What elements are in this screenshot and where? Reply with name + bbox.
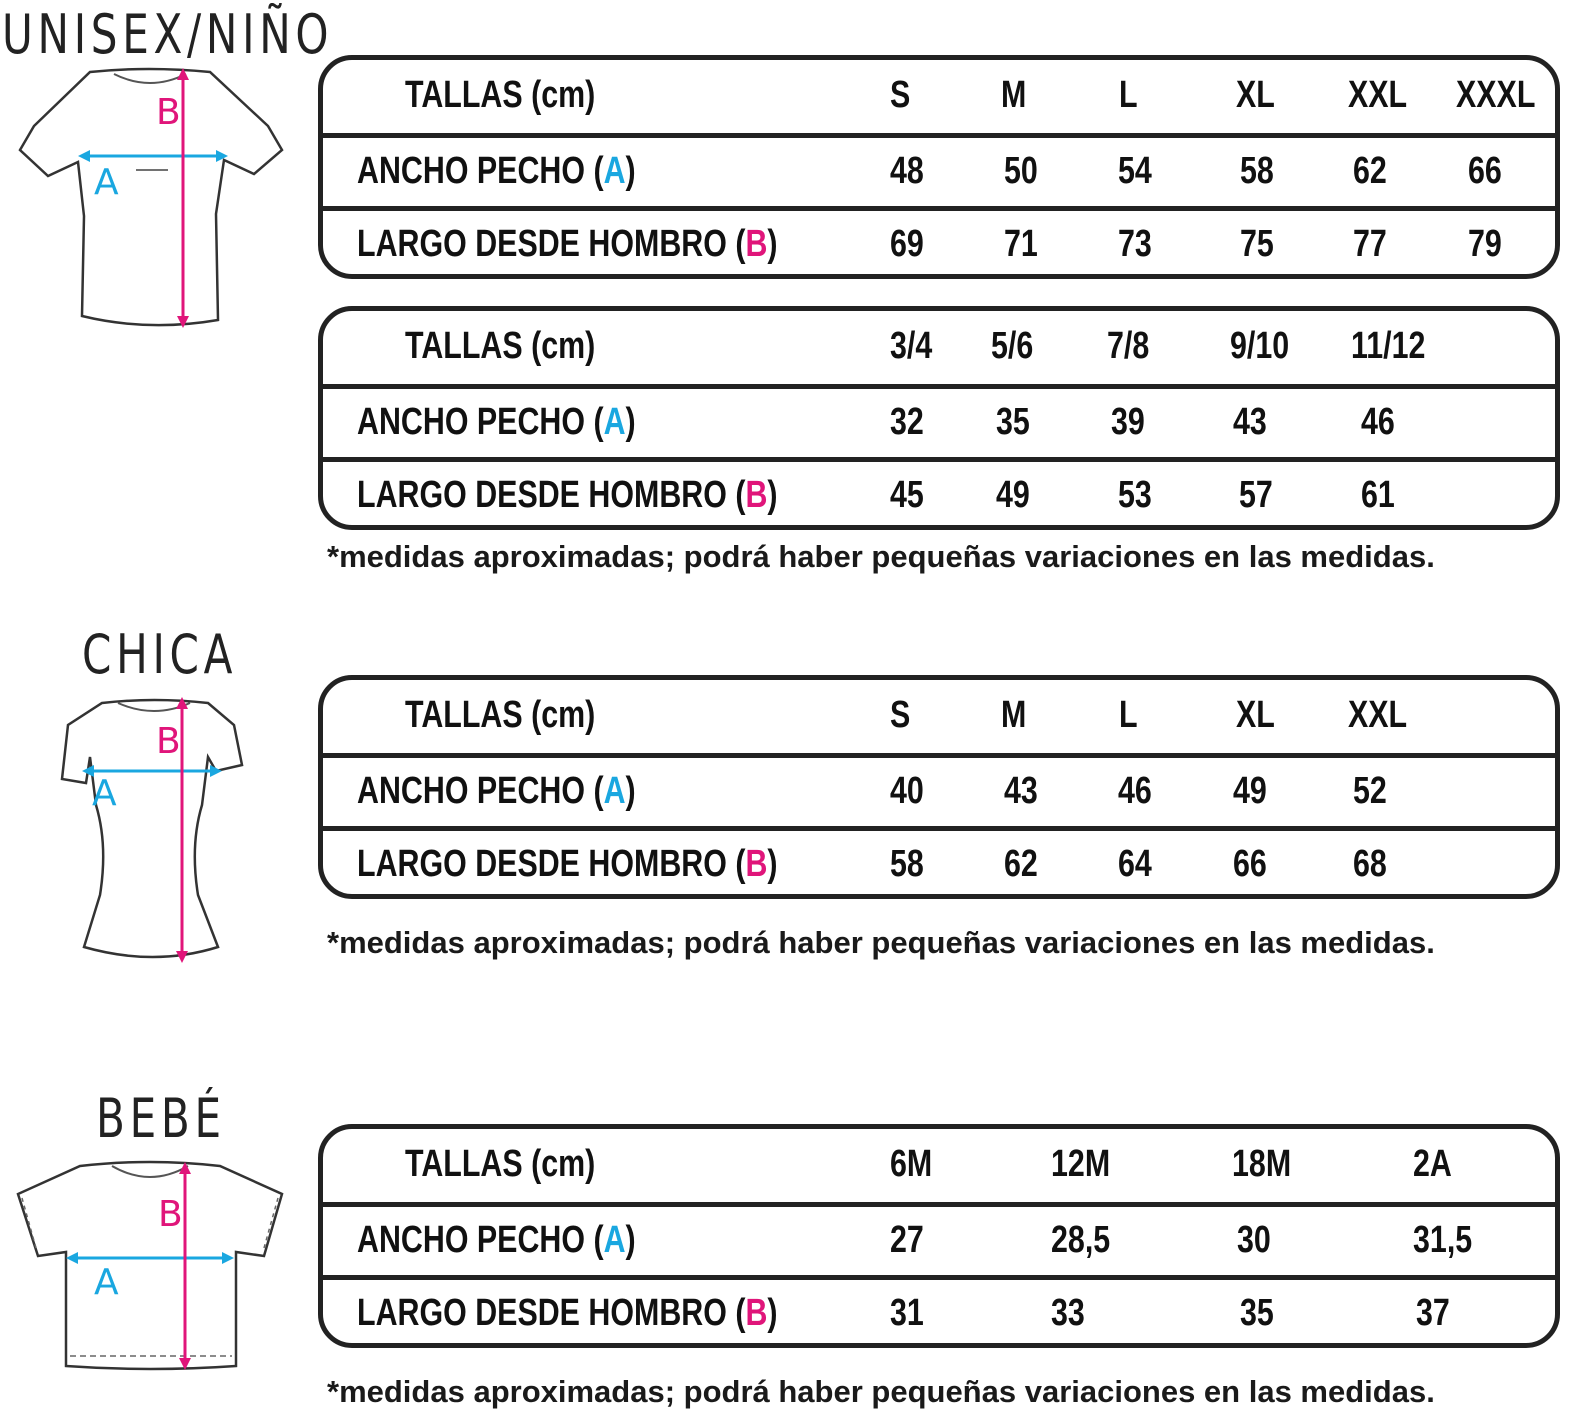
chica-shirt-diagram (58, 695, 248, 967)
ancho-pecho-row (323, 1202, 1555, 1275)
ancho-18m: 30 (1237, 1219, 1271, 1261)
size-xl: XL (1236, 694, 1275, 736)
ancho-xxl: 62 (1353, 150, 1387, 192)
ancho-xxxl: 66 (1468, 150, 1502, 192)
largo-hombro-row (323, 1275, 1555, 1348)
size-3-4: 3/4 (890, 325, 933, 367)
largo-11-12: 61 (1361, 474, 1395, 516)
size-table-bebe (318, 1124, 1560, 1348)
size-xl: XL (1236, 74, 1275, 116)
largo-3-4: 45 (890, 474, 924, 516)
size-l: L (1119, 694, 1138, 736)
largo-l: 73 (1118, 223, 1152, 265)
ancho-pecho-label: ANCHO PECHO (A) (357, 150, 636, 192)
diagram-label-b: B (158, 1194, 183, 1235)
tallas-header: TALLAS (cm) (405, 74, 596, 116)
largo-hombro-row (323, 206, 1555, 279)
tallas-header: TALLAS (cm) (405, 694, 596, 736)
tallas-header: TALLAS (cm) (405, 325, 596, 367)
largo-hombro-label: LARGO DESDE HOMBRO (B) (357, 474, 778, 516)
largo-9-10: 57 (1239, 474, 1273, 516)
section-title-unisex: UNISEX/NIÑO (2, 3, 334, 66)
largo-2a: 37 (1416, 1292, 1450, 1334)
ancho-l: 54 (1118, 150, 1152, 192)
section-title-bebe: BEBÉ (96, 1087, 226, 1150)
diagram-label-a: A (94, 162, 119, 203)
disclaimer-note: *medidas aproximadas; podrá haber pequeñas variaciones en las medidas. (327, 925, 1435, 960)
ancho-5-6: 35 (996, 401, 1030, 443)
ancho-pecho-label: ANCHO PECHO (A) (357, 770, 636, 812)
size-6m: 6M (890, 1143, 933, 1185)
diagram-label-b: B (156, 721, 181, 762)
size-m: M (1001, 694, 1027, 736)
size-table-chica (318, 675, 1560, 899)
tallas-header: TALLAS (cm) (405, 1143, 596, 1185)
ancho-3-4: 32 (890, 401, 924, 443)
largo-hombro-label: LARGO DESDE HOMBRO (B) (357, 843, 778, 885)
ancho-xl: 49 (1233, 770, 1267, 812)
largo-xxxl: 79 (1468, 223, 1502, 265)
largo-s: 58 (890, 843, 924, 885)
largo-hombro-row (323, 457, 1555, 530)
size-xxxl: XXXL (1456, 74, 1536, 116)
largo-5-6: 49 (996, 474, 1030, 516)
ancho-xxl: 52 (1353, 770, 1387, 812)
size-9-10: 9/10 (1230, 325, 1290, 367)
largo-xxl: 77 (1353, 223, 1387, 265)
section-title-chica: CHICA (82, 623, 238, 686)
ancho-s: 48 (890, 150, 924, 192)
size-12m: 12M (1051, 1143, 1111, 1185)
ancho-m: 43 (1004, 770, 1038, 812)
unisex-shirt-diagram (18, 64, 284, 336)
ancho-pecho-row (323, 133, 1555, 206)
largo-hombro-row (323, 826, 1555, 899)
size-5-6: 5/6 (991, 325, 1034, 367)
largo-12m: 33 (1051, 1292, 1085, 1334)
diagram-label-b: B (156, 92, 181, 133)
table-header-row (323, 1129, 1555, 1197)
size-table-unisex-child (318, 306, 1560, 530)
largo-s: 69 (890, 223, 924, 265)
diagram-label-a: A (94, 1262, 119, 1303)
ancho-pecho-row (323, 384, 1555, 457)
ancho-pecho-label: ANCHO PECHO (A) (357, 1219, 636, 1261)
largo-hombro-label: LARGO DESDE HOMBRO (B) (357, 223, 778, 265)
size-11-12: 11/12 (1351, 325, 1426, 367)
size-7-8: 7/8 (1107, 325, 1150, 367)
size-m: M (1001, 74, 1027, 116)
table-header-row (323, 680, 1555, 748)
ancho-m: 50 (1004, 150, 1038, 192)
size-xxl: XXL (1348, 694, 1408, 736)
ancho-l: 46 (1118, 770, 1152, 812)
size-table-unisex-adult (318, 55, 1560, 279)
size-2a: 2A (1413, 1143, 1452, 1185)
size-18m: 18M (1232, 1143, 1292, 1185)
ancho-2a: 31,5 (1413, 1219, 1473, 1261)
size-l: L (1119, 74, 1138, 116)
largo-xxl: 68 (1353, 843, 1387, 885)
largo-7-8: 53 (1118, 474, 1152, 516)
ancho-pecho-label: ANCHO PECHO (A) (357, 401, 636, 443)
size-s: S (890, 694, 911, 736)
ancho-xl: 58 (1240, 150, 1274, 192)
diagram-label-a: A (92, 773, 117, 814)
table-header-row (323, 60, 1555, 128)
largo-m: 62 (1004, 843, 1038, 885)
largo-l: 64 (1118, 843, 1152, 885)
bebe-shirt-diagram (14, 1158, 286, 1374)
table-header-row (323, 311, 1555, 379)
largo-6m: 31 (890, 1292, 924, 1334)
disclaimer-note: *medidas aproximadas; podrá haber pequeñas variaciones en las medidas. (327, 539, 1435, 574)
largo-hombro-label: LARGO DESDE HOMBRO (B) (357, 1292, 778, 1334)
ancho-9-10: 43 (1233, 401, 1267, 443)
largo-xl: 66 (1233, 843, 1267, 885)
disclaimer-note: *medidas aproximadas; podrá haber pequeñas variaciones en las medidas. (327, 1374, 1435, 1409)
largo-m: 71 (1004, 223, 1038, 265)
ancho-6m: 27 (890, 1219, 924, 1261)
ancho-11-12: 46 (1361, 401, 1395, 443)
ancho-s: 40 (890, 770, 924, 812)
size-s: S (890, 74, 911, 116)
ancho-7-8: 39 (1111, 401, 1145, 443)
size-xxl: XXL (1348, 74, 1408, 116)
largo-xl: 75 (1240, 223, 1274, 265)
ancho-12m: 28,5 (1051, 1219, 1111, 1261)
largo-18m: 35 (1240, 1292, 1274, 1334)
ancho-pecho-row (323, 753, 1555, 826)
